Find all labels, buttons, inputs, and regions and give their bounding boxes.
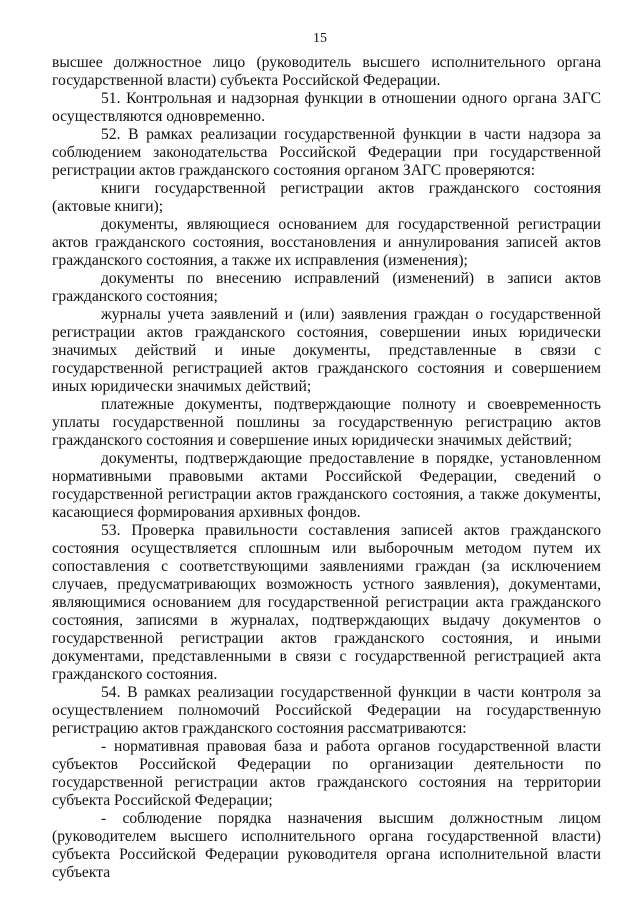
paragraph: - соблюдение порядка назначения высшим должностным лицом (руководителем высшего исполнительного органа государственной власти) субъекта Российской Федерации руководителя органа исполнительной власти субъекта [52, 810, 601, 881]
document-body [52, 54, 601, 882]
paragraph: журналы учета заявлений и (или) заявления граждан о государственной регистрации актов гражданского состояния, совершении иных юридически значимых действий и иные документы, представленные в связи с государственной регистрацией актов гражданского состояния и совершением иных юридически значимых действий; [52, 306, 601, 395]
paragraph: 53. Проверка правильности составления записей актов гражданского состояния осуществляется сплошным или выборочным методом путем их сопоставления с соответствующими заявлениями граждан (за исключением случаев, предусматривающих возможность устного заявления), документами, являющимися основанием для государственной регистрации акта гражданского состояния, записями в журналах, подтверждающих выдачу документов о государственной регистрации актов гражданского состояния, и иными документами, представленными в связи с государственной регистрацией акта гражданского состояния. [52, 522, 601, 683]
page-number: 15 [313, 31, 327, 46]
paragraph: документы по внесению исправлений (изменений) в записи актов гражданского состояния; [52, 270, 601, 305]
paragraph: документы, являющиеся основанием для государственной регистрации актов гражданского состояния, восстановления и аннулирования записей актов гражданского состояния, а также их исправления (изменения); [52, 216, 601, 269]
paragraph: - нормативная правовая база и работа органов государственной власти субъектов Российской Федерации по организации деятельности по государственной регистрации актов гражданского состояния на территории субъекта Российской Федерации; [52, 738, 601, 809]
paragraph: документы, подтверждающие предоставление в порядке, установленном нормативными правовыми актами Российской Федерации, сведений о государственной регистрации актов гражданского состояния, а также документы, касающиеся формирования архивных фондов. [52, 450, 601, 521]
paragraph: 54. В рамках реализации государственной функции в части контроля за осуществлением полномочий Российской Федерации на государственную регистрацию актов гражданского состояния рассматриваются: [52, 684, 601, 737]
paragraph: 51. Контрольная и надзорная функции в отношении одного органа ЗАГС осуществляются одновременно. [52, 90, 601, 125]
paragraph: высшее должностное лицо (руководитель высшего исполнительного органа государственной власти) субъекта Российской Федерации. [52, 54, 601, 89]
paragraph: книги государственной регистрации актов гражданского состояния (актовые книги); [52, 180, 601, 215]
paragraph: платежные документы, подтверждающие полноту и своевременность уплаты государственной пошлины за государственную регистрацию актов гражданского состояния и совершение иных юридически значимых действий; [52, 396, 601, 449]
paragraph: 52. В рамках реализации государственной функции в части надзора за соблюдением законодательства Российской Федерации при государственной регистрации актов гражданского состояния органом ЗАГС проверяются: [52, 126, 601, 179]
